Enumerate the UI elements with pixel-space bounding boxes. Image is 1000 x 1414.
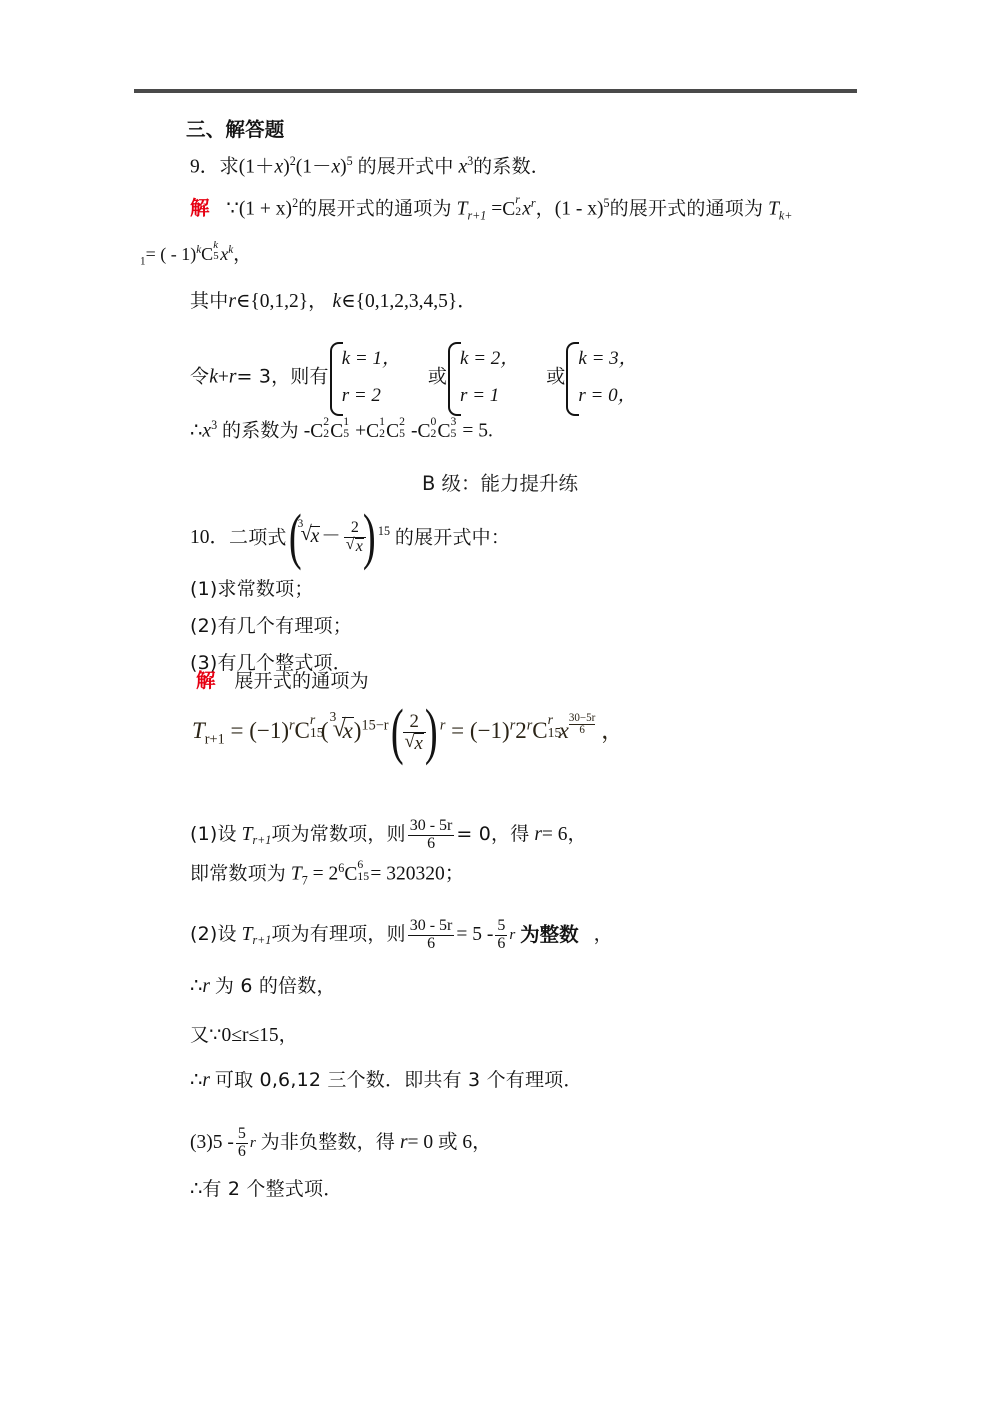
sol3-rr: r bbox=[399, 1131, 408, 1153]
comb-lower: 5 bbox=[399, 426, 405, 440]
sol1b-combination: C 6 15 bbox=[344, 858, 370, 885]
sol2-r: r bbox=[509, 926, 516, 944]
case-2-bottom: r = 1 bbox=[460, 385, 500, 407]
p9-x3: x bbox=[458, 156, 468, 178]
df-eq2: = bbox=[451, 718, 465, 744]
comb-upper: 6 bbox=[357, 858, 364, 872]
p9-tail2: 的系数． bbox=[473, 155, 550, 178]
comb-upper: 2 bbox=[323, 415, 330, 429]
comb-lower: 2 bbox=[379, 426, 385, 440]
fraction-denominator bbox=[403, 732, 426, 754]
section-heading: 三、解答题 bbox=[186, 118, 285, 141]
p9-l4-eq: = 3，则有 bbox=[236, 365, 329, 388]
comb-upper: 0 bbox=[430, 415, 437, 429]
fraction-denominator bbox=[344, 537, 366, 556]
sol3-label: (3)5 - bbox=[190, 1131, 234, 1153]
problem-10-solution-3b bbox=[190, 1180, 342, 1200]
p9-txt1: 的展开式的通项为 bbox=[298, 197, 452, 220]
radical-body: x bbox=[342, 718, 353, 744]
fraction-denominator: 6 bbox=[497, 934, 506, 952]
p9-l4-k: k bbox=[209, 366, 218, 388]
radical-index: ( 3 bbox=[297, 517, 304, 530]
sol1b-prefix: 即常数项为 bbox=[190, 862, 287, 885]
answer-marker-9: 解 bbox=[190, 196, 210, 220]
header-rule bbox=[134, 89, 857, 93]
combination-c4: C 2 5 bbox=[386, 415, 405, 442]
df-trailing-comma: ， bbox=[601, 718, 625, 744]
comb-lower: 5 bbox=[213, 249, 219, 262]
p9-x2: x bbox=[331, 156, 341, 178]
case-group-2 bbox=[447, 340, 519, 414]
df-T: T bbox=[192, 718, 205, 744]
sol2-fraction bbox=[408, 918, 455, 953]
problem-9-solution-line-3 bbox=[190, 292, 477, 312]
sol3-r: r bbox=[249, 1134, 256, 1152]
df-rad-close: ) bbox=[353, 718, 362, 744]
combination-c6: C 3 5 bbox=[437, 415, 457, 442]
p9-l3-k: k bbox=[332, 291, 342, 312]
sol1-val: = 6， bbox=[541, 823, 588, 845]
comb-upper: 2 bbox=[399, 415, 405, 429]
exp-denominator: 6 bbox=[569, 724, 595, 737]
p10-minus: － bbox=[321, 526, 341, 548]
sol2-fraction-5-6 bbox=[495, 918, 507, 953]
combination-c3: C 1 2 bbox=[366, 415, 385, 442]
comb-upper: 3 bbox=[450, 415, 457, 429]
comb-upper: r bbox=[515, 193, 520, 207]
case-3-top: k = 3， bbox=[578, 348, 638, 369]
comb-lower: 2 bbox=[430, 426, 437, 440]
sol3b-text: 有 2 个整式项． bbox=[202, 1178, 343, 1200]
p9-l5-sup: 3 bbox=[211, 418, 218, 432]
sol3-text: 为非负整数，得 bbox=[260, 1131, 396, 1154]
fraction-numerator: 5 bbox=[237, 1125, 246, 1142]
cube-root-x bbox=[297, 517, 321, 548]
sol2c-prefix: 又∵ bbox=[190, 1024, 222, 1046]
comb-lower: 15 bbox=[309, 725, 324, 741]
answer-marker-10: 解 bbox=[196, 669, 216, 692]
sol2-label: (2)设 bbox=[190, 923, 237, 946]
p9-l5-x: x bbox=[202, 420, 212, 442]
df-combination-2 bbox=[532, 711, 562, 744]
sol2b-r: r bbox=[202, 976, 211, 997]
comb-lower: 2 bbox=[515, 204, 522, 218]
p9-or-2: 或 bbox=[546, 365, 566, 388]
p9-l3-setk: ∈{0,1,2,3,4,5}． bbox=[341, 291, 477, 312]
problem-9-coefficient-line bbox=[190, 415, 493, 442]
df-neg1-sup: r bbox=[289, 717, 295, 734]
p9-l5-minus2: - bbox=[411, 420, 418, 442]
p9-wrap-sub: 1 bbox=[140, 255, 146, 268]
p9-stem-a: 求(1 bbox=[219, 156, 256, 178]
comb-lower: 5 bbox=[450, 426, 457, 440]
comb-lower: 5 bbox=[343, 426, 350, 440]
p9-expr1-sup: 2 bbox=[292, 196, 299, 210]
comb-lower: 2 bbox=[323, 426, 330, 440]
p9-line2-comma: ， bbox=[233, 243, 253, 265]
combination-c2: C 1 5 bbox=[330, 415, 350, 442]
case-1-bottom: r = 2 bbox=[341, 385, 381, 407]
problem-10-subquestion-3: (3)有几个整式项． bbox=[190, 652, 352, 674]
sol1b-two-sup: 6 bbox=[338, 861, 345, 875]
case-3-bottom: r = 0， bbox=[578, 385, 637, 407]
case-group-3 bbox=[565, 340, 637, 414]
sol1-T-sub: r+1 bbox=[252, 832, 272, 847]
combination-c1: C 2 2 bbox=[310, 415, 330, 442]
problem-10-solution-2c bbox=[190, 1026, 298, 1046]
df-paren-exp: r bbox=[439, 717, 446, 734]
sol2d-text: 可取 0,6,12 三个数．即共有 3 个有理项． bbox=[214, 1069, 583, 1091]
sqrt-x bbox=[405, 733, 424, 754]
p9-line2-xsup: k bbox=[228, 244, 234, 256]
p9-l3-setr: ∈{0,1,2}， bbox=[236, 291, 328, 312]
df-exponent-fraction bbox=[569, 713, 595, 737]
sol2d-r: r bbox=[202, 1070, 211, 1091]
radical-index: 3 bbox=[329, 708, 337, 724]
df-combination-15-r bbox=[294, 711, 324, 744]
sol2-bold-text: 为整数 bbox=[520, 922, 579, 946]
df-cube-root-x bbox=[329, 708, 354, 744]
level-b-header: B 级：能力提升练 bbox=[421, 472, 579, 495]
df-two: 2 bbox=[515, 718, 527, 744]
sqrt-x bbox=[346, 538, 364, 556]
p9-sup2: 5 bbox=[346, 154, 353, 168]
df-neg2: (−1) bbox=[469, 718, 510, 744]
p9-line2-eq: = ( - 1) bbox=[145, 244, 197, 264]
p9-expr2: (1 - x) bbox=[554, 198, 604, 220]
problem-10-solution-2 bbox=[190, 918, 613, 953]
sol3-val: = 0 或 6， bbox=[407, 1131, 492, 1153]
p9-eq1: = bbox=[491, 198, 503, 220]
case-1-top: k = 1， bbox=[341, 348, 401, 369]
sol3-fraction-5-6 bbox=[236, 1126, 248, 1161]
problem-10-solution-1b bbox=[190, 858, 465, 888]
comb-lower: 15 bbox=[547, 725, 562, 741]
p9-minus: － bbox=[311, 156, 332, 178]
sol2b-text: 为 6 的倍数， bbox=[214, 975, 336, 997]
sol1b-T: T bbox=[290, 863, 302, 885]
fraction-numerator: ( 2 bbox=[409, 711, 419, 732]
problem-9-stem: 9．求$(1+x)^2(1-x)^5$ 的展开式中 $x^3$的系数． bbox=[190, 154, 550, 178]
problem-9-solution-cases-line bbox=[190, 340, 638, 414]
sol1b-eq: = 2 bbox=[312, 863, 339, 885]
p9-l5-text: 的系数为 bbox=[222, 419, 299, 442]
case-2-top: k = 2， bbox=[460, 348, 520, 369]
combination-C-5-k: C k 5 bbox=[201, 239, 219, 264]
p9-xr: x bbox=[522, 198, 531, 220]
df-neg1: (−1) bbox=[249, 718, 289, 744]
sol1b-result: = 320320； bbox=[370, 863, 465, 885]
binomial-parenthesis-group bbox=[287, 517, 378, 556]
sol2-T-sub: r+1 bbox=[252, 932, 272, 947]
p9-l3-prefix: 其中 bbox=[190, 290, 229, 312]
p9-l5-plus: + bbox=[355, 420, 367, 442]
problem-10-solution-1 bbox=[190, 818, 587, 853]
p9-l4-r: r bbox=[228, 366, 237, 388]
df-rad-open: ( bbox=[320, 718, 329, 744]
radical-body: x bbox=[310, 526, 320, 548]
fraction-numerator: 30 - 5r bbox=[409, 917, 453, 934]
problem-9-solution-line-2 bbox=[140, 239, 253, 268]
p10-stem-prefix: 二项式 bbox=[229, 526, 287, 549]
p10-answer-lead: 展开式的通项为 bbox=[234, 670, 369, 692]
fraction-denominator: 6 bbox=[237, 1142, 246, 1160]
problem-10-display-formula bbox=[192, 708, 625, 754]
p9-expr2-sup: 5 bbox=[603, 196, 610, 210]
sol1-fraction bbox=[408, 818, 455, 853]
problem-10-solution-3 bbox=[190, 1126, 492, 1161]
p9-comma1: ， bbox=[535, 197, 555, 220]
because-symbol-1: ∵ bbox=[226, 198, 239, 220]
p9-l3-r: r bbox=[228, 291, 236, 312]
p9-xr-sup: r bbox=[530, 196, 536, 210]
fraction-2-over-sqrt-x bbox=[344, 520, 366, 556]
therefore-symbol-1: ∴ bbox=[190, 420, 203, 442]
df-T-sub: r+1 bbox=[204, 731, 225, 748]
sol2-text: 项为有理项，则 bbox=[271, 923, 406, 946]
p9-tail1: 的展开式中 bbox=[357, 155, 454, 178]
sqrt-body: x bbox=[355, 537, 363, 555]
problem-10-stem bbox=[190, 517, 511, 556]
fraction-numerator: 5 bbox=[497, 917, 506, 934]
sol2-T: T bbox=[241, 923, 253, 945]
comb-upper: 1 bbox=[343, 415, 350, 429]
sol1-r: r bbox=[534, 823, 542, 845]
df-neg2-sup: r bbox=[509, 717, 516, 734]
comb-C: C bbox=[532, 718, 548, 744]
p9-sup1: 2 bbox=[289, 154, 296, 168]
df-rad-exp: 15−r bbox=[361, 717, 389, 734]
p9-l4-plus: + bbox=[217, 366, 229, 388]
combination-C-2-r: C r 2 bbox=[502, 193, 522, 220]
p10-exponent: 15 bbox=[377, 523, 390, 538]
problem-9-number: 9． bbox=[190, 156, 220, 178]
comb-upper: r bbox=[309, 711, 316, 727]
comb-upper: k bbox=[213, 239, 218, 252]
df-x: x bbox=[558, 718, 569, 744]
sol1-eq: = 0，得 bbox=[456, 823, 530, 846]
sol2-comma: ， bbox=[593, 923, 613, 946]
p9-l5-result: = 5. bbox=[462, 420, 493, 442]
sqrt-body: x bbox=[414, 732, 423, 754]
p10-stem-suffix: 的展开式中： bbox=[394, 526, 511, 549]
fraction-denominator: 6 bbox=[408, 835, 455, 853]
sol1-label: (1)设 bbox=[190, 823, 237, 846]
p9-T1: T bbox=[456, 198, 468, 220]
problem-10-subquestion-1: (1)求常数项； bbox=[190, 578, 314, 600]
sol2-eq: = 5 - bbox=[456, 923, 494, 945]
p9-T1-sub: r+1 bbox=[467, 208, 487, 223]
therefore-symbol-3: ∴ bbox=[190, 1070, 203, 1091]
comb-upper: r bbox=[547, 711, 554, 727]
comb-lower: 15 bbox=[357, 869, 370, 883]
sol1-T: T bbox=[241, 823, 253, 845]
problem-10-subquestion-2: (2)有几个有理项； bbox=[190, 615, 352, 637]
p9-expr1: (1 + x) bbox=[238, 198, 293, 220]
p9-line2-x: x bbox=[220, 244, 229, 264]
fraction-numerator: 30 - 5r bbox=[409, 817, 453, 834]
p9-plus: ＋ bbox=[255, 156, 275, 178]
problem-9-solution-line-1 bbox=[190, 193, 793, 223]
case-group-1 bbox=[329, 340, 401, 414]
df-fraction bbox=[403, 712, 426, 754]
problem-10-number: 10． bbox=[190, 527, 230, 549]
comb-C: C bbox=[294, 718, 310, 744]
sol1b-T-sub: 7 bbox=[301, 873, 308, 888]
combination-c5: C 0 2 bbox=[417, 415, 437, 442]
therefore-symbol-2: ∴ bbox=[190, 976, 203, 997]
p9-line2-supk: k bbox=[196, 244, 202, 256]
comb-upper: 1 bbox=[379, 415, 385, 429]
df-two-sup: r bbox=[526, 717, 533, 734]
p9-l5-minus1: - bbox=[303, 420, 311, 442]
sol2c-text: 0≤r≤15， bbox=[221, 1025, 299, 1046]
fraction-denominator: 6 bbox=[408, 935, 455, 953]
p9-T2: T bbox=[768, 198, 779, 220]
p9-T2-sub: k+ bbox=[778, 208, 793, 223]
p9-or-1: 或 bbox=[427, 365, 448, 388]
p9-sup3: 3 bbox=[467, 154, 474, 168]
p9-txt2: 的展开式的通项为 bbox=[609, 197, 764, 220]
problem-10-solution-2b bbox=[190, 977, 336, 997]
problem-10-answer-lead-line bbox=[196, 671, 369, 692]
therefore-symbol-4: ∴ bbox=[190, 1179, 203, 1200]
sol1-text: 项为常数项，则 bbox=[271, 823, 406, 846]
p9-x1: x bbox=[274, 156, 284, 178]
p9-l4-prefix: 令 bbox=[190, 365, 210, 388]
problem-10-solution-2d bbox=[190, 1071, 583, 1091]
df-eq1: = bbox=[230, 718, 244, 744]
df-parenthesis-group bbox=[389, 712, 440, 754]
exp-numerator: 30−5r bbox=[568, 711, 596, 724]
fraction-numerator: 2 bbox=[350, 519, 359, 536]
